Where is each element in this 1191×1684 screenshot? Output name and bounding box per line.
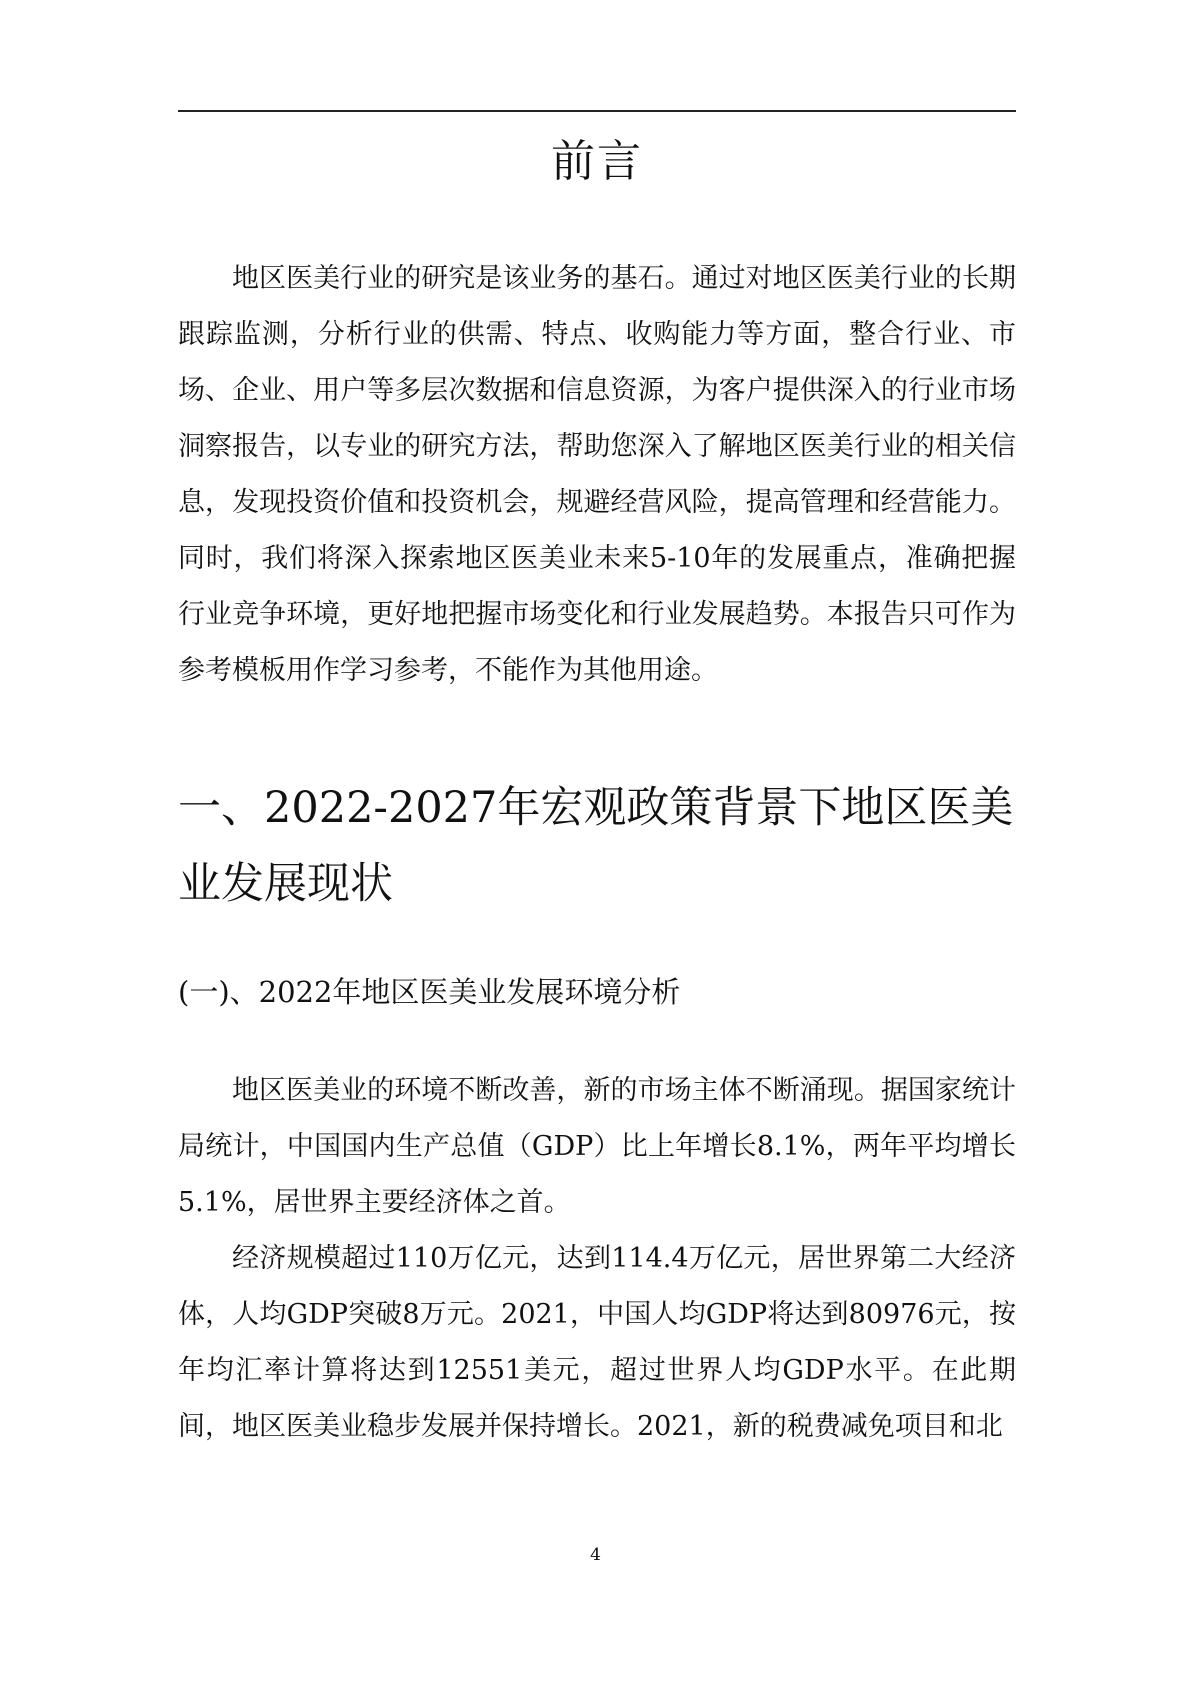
subsection-heading: (一)、2022年地区医美业发展环境分析 [178,975,681,1009]
page-title: 前言 [551,136,643,187]
header-rule [178,110,1016,112]
body-paragraph: 经济规模超过110万亿元，达到114.4万亿元，居世界第二大经济体，人均GDP突破8万元。2021，中国人均GDP将达到80976元，按年均汇率计算将达到12551美元，超过世界人均GDP水平。在此期间，地区医美业稳步发展并保持增长。2021，新的税费减免项目和北 [178,1243,1016,1442]
section-heading: 一、2022-2027年宏观政策背景下地区医美业发展现状 [178,783,1014,909]
intro-paragraph: 地区医美行业的研究是该业务的基石。通过对地区医美行业的长期跟踪监测，分析行业的供需、特点、收购能力等方面，整合行业、市场、企业、用户等多层次数据和信息资源，为客户提供深入的行业市场洞察报告，以专业的研究方法，帮助您深入了解地区医美行业的相关信息，发现投资价值和投资机会，规避经营风险，提高管理和经营能力。同时，我们将深入探索地区医美业未来5-10年的发展重点，准确把握行业竞争环境，更好地把握市场变化和行业发展趋势。本报告只可作为参考模板用作学习参考，不能作为其他用途。 [178,263,1016,686]
body-paragraph: 地区医美业的环境不断改善，新的市场主体不断涌现。据国家统计局统计，中国国内生产总值（GDP）比上年增长8.1%，两年平均增长5.1%，居世界主要经济体之首。 [178,1075,1016,1218]
page-number: 4 [590,1545,601,1565]
